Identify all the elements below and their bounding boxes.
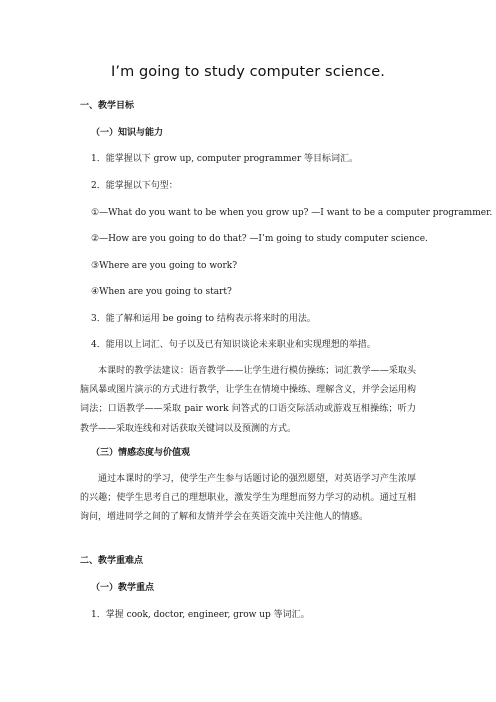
list-item-key-vocabulary: 1．掌握 cook, doctor, engineer, grow up 等词汇。 (91, 610, 310, 620)
section-heading-key-points: 二、教学重难点 (80, 556, 144, 566)
subheading-attitude-values: （三）情感态度与价值观 (91, 448, 191, 458)
list-item-be-going-to: 3．能了解和运用 be going to 结构表示将来时的用法。 (91, 314, 316, 324)
sentence-pattern-4: ④When are you going to start? (91, 287, 232, 297)
section-heading-teaching-goals: 一、教学目标 (80, 101, 135, 111)
sentence-pattern-3: ③Where are you going to work? (91, 261, 238, 271)
teaching-method-paragraph: 本课时的教学法建议：语音教学——让学生进行模仿操练；词汇教学——采取头脑风暴或图片演示的方式进行教学，让学生在情境中操练、理解含义，并学会运用构词法；口语教学——采取 pair work 问答式的口语交际活动或游戏互相操练；听力教学——采取连线和对话获取关键词以及预测的方式。 (80, 366, 416, 434)
list-item-vocabulary: 1．能掌握以下 grow up, computer programmer 等目标词汇。 (91, 154, 359, 164)
subheading-knowledge-ability: （一）知识与能力 (91, 128, 164, 138)
subheading-teaching-focus: （一）教学重点 (91, 583, 155, 593)
list-item-sentence-patterns: 2．能掌握以下句型： (91, 181, 178, 191)
list-item-future-career: 4．能用以上词汇、句子以及已有知识谈论未来职业和实现理想的举措。 (91, 340, 376, 350)
sentence-pattern-1: ①—What do you want to be when you grow up? —I want to be a computer programmer. (91, 208, 493, 218)
document-title: I’m going to study computer science. (110, 64, 386, 80)
sentence-pattern-2: ②—How are you going to do that? —I’m going to study computer science. (91, 234, 428, 244)
attitude-paragraph: 通过本课时的学习，使学生产生参与话题讨论的强烈愿望，对英语学习产生浓厚的兴趣；使学生思考自己的理想职业，激发学生为理想而努力学习的动机。通过互相询问，增进同学之间的了解和友情并学会在英语交流中关注他人的情感。 (80, 474, 416, 523)
